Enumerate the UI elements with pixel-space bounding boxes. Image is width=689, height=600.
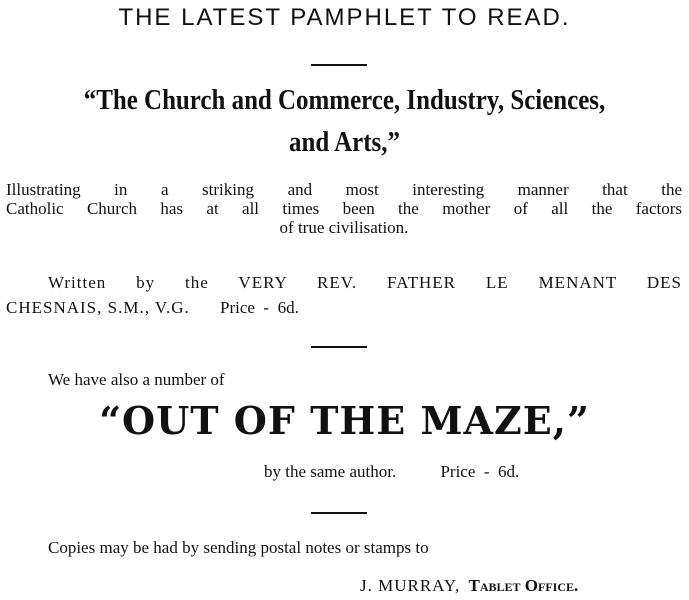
contact-line	[360, 576, 578, 596]
pamphlet-title-line-2: and Arts,”	[289, 126, 400, 158]
description-line-3: of true civilisation.	[279, 218, 409, 237]
pamphlet-title-line-1: “The Church and Commerce, Industry, Sciences,	[83, 84, 606, 116]
second-pamphlet-title: “OUT OF THE MAZE,”	[99, 398, 590, 443]
description-line-2: Catholic Church has at all times been the mother of all the factors	[6, 199, 682, 218]
also-text: We have also a number of	[48, 370, 225, 389]
divider-rule-1	[311, 64, 367, 66]
second-pamphlet-author: by the same author.	[264, 462, 397, 481]
divider-rule-2	[311, 346, 367, 348]
copies-text: Copies may be had by sending postal notes or stamps to	[48, 538, 429, 557]
description-line-1: Illustrating in a striking and most interesting manner that the	[6, 180, 682, 199]
contact-name: J. MURRAY,	[360, 576, 461, 595]
author-text: Written by the VERY REV. FATHER LE MENANT DES	[48, 273, 682, 292]
advert-heading: THE LATEST PAMPHLET TO READ.	[118, 4, 571, 31]
author-name: CHESNAIS, S.M., V.G.	[6, 298, 190, 317]
author-line-1	[48, 272, 682, 294]
pamphlet-description	[6, 180, 682, 237]
author-line-2	[6, 297, 299, 319]
second-pamphlet-byline	[264, 462, 519, 482]
second-pamphlet-price: Price - 6d.	[440, 462, 520, 481]
divider-rule-3	[311, 512, 367, 514]
author-price: Price - 6d.	[220, 298, 299, 317]
contact-office: Tablet Office.	[468, 576, 579, 595]
